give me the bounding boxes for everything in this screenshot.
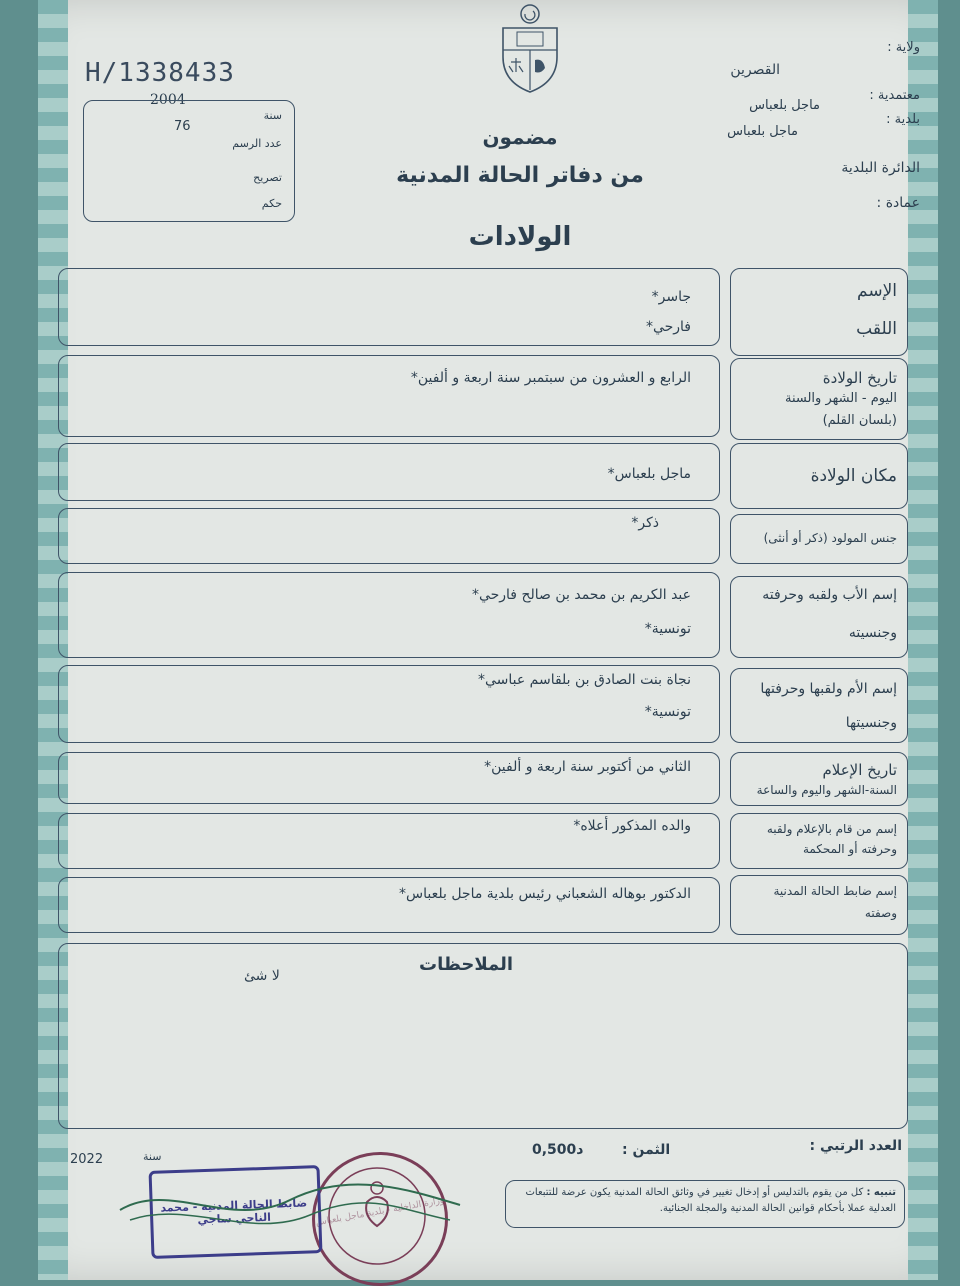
sex-label-box xyxy=(730,514,908,564)
document-title-registry: من دفاتر الحالة المدنية xyxy=(396,163,644,188)
document-serial-number: H/1338433 xyxy=(85,58,235,88)
declarant-value: والده المذكور أعلاه* xyxy=(573,818,691,834)
birth-date-in-words-label: (بلسان القلم) xyxy=(822,413,897,428)
officer-label-box xyxy=(730,875,908,935)
rect-stamp-text: ضابط الحالة المدنية - محمد الناجي ساجي xyxy=(160,1196,308,1227)
omda-label: عمادة : xyxy=(876,195,920,211)
issue-year-label: سنة xyxy=(143,1150,162,1163)
father-label: إسم الأب ولقبه وحرفته xyxy=(762,587,897,603)
tunisia-emblem-icon xyxy=(495,2,565,94)
birth-date-label-box xyxy=(730,358,908,440)
remarks-box xyxy=(58,943,908,1129)
price-label: الثمن : xyxy=(622,1142,671,1158)
birth-date-value: الرابع و العشرون من سبتمبر سنة اربعة و ألفين* xyxy=(410,370,691,386)
municipality-value: ماجل بلعباس xyxy=(727,124,798,139)
declaration-date-label-box xyxy=(730,752,908,806)
issue-year-value: 2022 xyxy=(70,1152,104,1167)
judgment-label: حكم xyxy=(261,197,282,210)
registration-year: 2004 xyxy=(150,92,186,108)
officer-label: إسم ضابط الحالة المدنية xyxy=(773,884,897,898)
declarant-label-box xyxy=(730,813,908,869)
price-value: 0,500د xyxy=(532,1142,584,1158)
sex-value: ذكر* xyxy=(631,515,659,531)
legal-notice-text: كل من يقوم بالتدليس أو إدخال تغيير في وثائق الحالة المدنية يكون عرضة للتتبعات العدلية عملا بأحكام قوانين الحالة المدنية والمجلة الجنائية. xyxy=(525,1187,896,1214)
surname-label: اللقب xyxy=(856,319,897,339)
remarks-title: الملاحظات xyxy=(419,954,514,975)
legal-notice-box xyxy=(505,1180,905,1228)
birthplace-label: مكان الولادة xyxy=(810,466,897,486)
father-name-value: عبد الكريم بن محمد بن صالح فارحي* xyxy=(471,587,691,603)
signature-scribble-icon xyxy=(110,1160,470,1250)
birth-date-value-box xyxy=(58,355,720,437)
birthplace-value: ماجل بلعباس* xyxy=(607,466,691,482)
sex-label: جنس المولود (ذكر أو أنثى) xyxy=(763,531,897,545)
mother-label-box xyxy=(730,668,908,743)
year-label: سنة xyxy=(263,109,282,122)
declaration-date-sublabel: السنة-الشهر واليوم والساعة xyxy=(756,783,897,797)
declarant-sublabel: وحرفته أو المحكمة xyxy=(802,842,897,856)
delegation-label: معتمدية : xyxy=(869,88,920,103)
father-nationality-value: تونسية* xyxy=(644,621,691,637)
declarant-label: إسم من قام بالإعلام ولقبه xyxy=(766,822,897,836)
father-nationality-label: وجنسيته xyxy=(848,625,897,641)
round-stamp-text: وزارة الداخلية - بلدية ماجل بلعباس xyxy=(315,1195,445,1229)
first-name-label: الإسم xyxy=(857,281,897,301)
declaration-date-label: تاريخ الإعلام xyxy=(822,761,897,779)
surname-value: فارحي* xyxy=(645,319,691,335)
legal-notice-label: تنبيه : xyxy=(866,1187,896,1198)
mother-label: إسم الأم ولقبها وحرفتها xyxy=(760,681,897,697)
municipality-label: بلدية : xyxy=(886,112,920,127)
remarks-value: لا شئ xyxy=(244,968,280,984)
birthplace-value-box xyxy=(58,443,720,501)
officer-value-box xyxy=(58,877,720,933)
registration-number-value: 76 xyxy=(174,119,191,134)
sex-value-box xyxy=(58,508,720,564)
birthplace-label-box xyxy=(730,443,908,509)
municipal-district-label: الدائرة البلدية xyxy=(841,160,920,176)
declarant-value-box xyxy=(58,813,720,869)
registration-number-label: عدد الرسم xyxy=(232,137,282,150)
document-title-extract: مضمون xyxy=(482,125,558,149)
declaration-date-value-box xyxy=(58,752,720,804)
birth-date-sublabel: اليوم - الشهر والسنة xyxy=(784,391,897,406)
first-name-value: جاسر* xyxy=(651,289,691,305)
mother-value-box xyxy=(58,665,720,743)
mother-nationality-label: وجنسيتها xyxy=(845,715,897,731)
officer-sublabel: وصفته xyxy=(864,906,897,920)
father-label-box xyxy=(730,576,908,658)
mother-name-value: نجاة بنت الصادق بن بلقاسم عباسي* xyxy=(477,672,691,688)
wilaya-value: القصرين xyxy=(730,62,780,78)
name-value-box xyxy=(58,268,720,346)
delegation-value: ماجل بلعباس xyxy=(749,98,820,113)
declaration-label: تصريح xyxy=(253,171,282,184)
serial-number-label: العدد الرتبي : xyxy=(809,1138,902,1154)
document-title-births: الولادات xyxy=(468,222,572,252)
father-value-box xyxy=(58,572,720,658)
registration-info-box xyxy=(83,100,295,222)
name-label-box xyxy=(730,268,908,356)
birth-date-label: تاريخ الولادة xyxy=(822,369,897,387)
declaration-date-value: الثاني من أكتوبر سنة اربعة و ألفين* xyxy=(484,759,691,775)
mother-nationality-value: تونسية* xyxy=(644,704,691,720)
officer-value: الدكتور بوهاله الشعباني رئيس بلدية ماجل بلعباس* xyxy=(399,886,691,902)
wilaya-label: ولاية : xyxy=(887,40,920,55)
